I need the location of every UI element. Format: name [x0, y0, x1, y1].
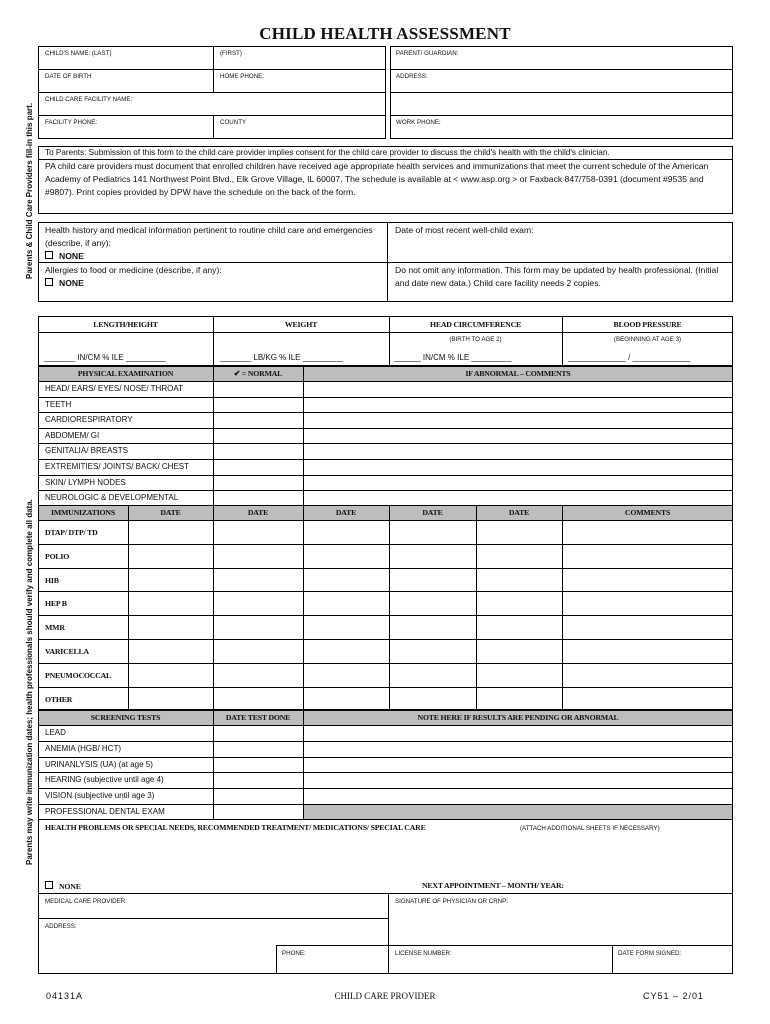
screening-date-cell[interactable] — [214, 741, 303, 757]
exam-comment-cell[interactable] — [304, 459, 732, 475]
immunization-date-cell[interactable] — [214, 664, 303, 687]
exam-item: TEETH — [45, 399, 72, 409]
screening-note-header: NOTE HERE IF RESULTS ARE PENDING OR ABNORMAL — [417, 713, 619, 722]
exam-comment-cell[interactable] — [304, 428, 732, 444]
row-divider — [38, 757, 733, 758]
immunizations-header: IMMUNIZATIONS — [51, 508, 115, 517]
row-divider — [38, 725, 733, 726]
allergies-label: Allergies to food or medicine (describe, if any): — [45, 265, 222, 275]
comments-header: COMMENTS — [624, 508, 671, 517]
exam-item: EXTREMITIES/ JOINTS/ BACK/ CHEST — [45, 462, 190, 471]
checkbox-icon — [45, 881, 53, 889]
immunization-date-cell[interactable] — [129, 592, 213, 615]
screening-header: SCREENING TESTS — [90, 713, 161, 722]
exam-comment-cell[interactable] — [304, 475, 732, 491]
date-header: DATE — [335, 508, 357, 517]
immunization-date-cell[interactable] — [129, 569, 213, 592]
immunization-date-cell[interactable] — [304, 688, 389, 711]
immunization-name: OTHER — [45, 694, 73, 704]
allergies-none[interactable]: NONE — [45, 278, 84, 288]
exam-item: HEAD/ EARS/ EYES/ NOSE/ THROAT — [45, 384, 183, 393]
length-entry[interactable]: _______ IN/CM % ILE _________ — [44, 353, 166, 362]
normal-header: ✔ = NORMAL — [233, 369, 283, 378]
facility-name-label: CHILD CARE FACILITY NAME: — [45, 96, 133, 103]
screening-date-cell[interactable] — [214, 757, 303, 773]
provider-address-label: ADDRESS: — [45, 923, 77, 930]
row-divider — [38, 804, 733, 805]
immunization-date-cell[interactable] — [304, 640, 389, 663]
immunization-name: HIB — [45, 575, 59, 585]
immunization-name: MMR — [45, 623, 65, 633]
exam-item: ABDOMEM/ GI — [45, 430, 100, 440]
exam-item: NEUROLOGIC & DEVELOPMENTAL — [45, 493, 179, 503]
screening-item: LEAD — [45, 728, 66, 737]
address-label: ADDRESS: — [396, 73, 428, 80]
page-title: CHILD HEALTH ASSESSMENT — [259, 24, 511, 43]
county-label: COUNTY — [220, 119, 247, 126]
immunization-date-cell[interactable] — [390, 569, 476, 592]
immunization-date-cell[interactable] — [477, 592, 562, 615]
immunization-date-cell[interactable] — [390, 592, 476, 615]
screening-item: ANEMIA (HGB/ HCT) — [45, 743, 122, 753]
head-age-note: (BIRTH TO AGE 2) — [449, 336, 502, 343]
bp-header: BLOOD PRESSURE — [613, 320, 682, 329]
immunization-date-cell[interactable] — [390, 521, 476, 544]
immunization-date-cell[interactable] — [477, 640, 562, 663]
side-label-bottom: Parents may write immunization dates; health professionals should verify and complete all data. — [25, 499, 34, 865]
footer-center: CHILD CARE PROVIDER — [334, 991, 436, 1001]
immunization-date-cell[interactable] — [214, 592, 303, 615]
immunization-date-cell[interactable] — [390, 616, 476, 639]
weight-entry[interactable]: _______ LB/KG % ILE _________ — [220, 353, 343, 362]
problems-label: HEALTH PROBLEMS OR SPECIAL NEEDS, RECOMMENDED TREATMENT/ MEDICATIONS/ SPECIAL CARE — [45, 823, 426, 832]
row-divider — [38, 788, 733, 789]
immunization-date-cell[interactable] — [304, 664, 389, 687]
head-header: HEAD CIRCUMFERENCE — [429, 320, 522, 329]
immunization-date-cell[interactable] — [129, 664, 213, 687]
form-version: CY51 – 2/01 — [643, 991, 705, 1001]
checkbox-icon — [45, 278, 53, 286]
screening-date-cell[interactable] — [214, 788, 303, 804]
immunization-date-cell[interactable] — [390, 640, 476, 663]
history-label: Health history and medical information pertinent to routine child care and emergencies (describe, if any): — [45, 225, 373, 248]
provider-box — [38, 893, 733, 974]
instructions-text: PA child care providers must document that enrolled children have received age appropriate health services and immunizations that meet the current schedule of the American Academy of Pediatrics 141 Northwest Point Blvd., Elk Grove Village, IL 60007. The schedule is available at < www.asp.org > or Faxback 847/758-0391 (document #9535 and #9807). Print copies provided by DPW have the schedule on the back of the form. — [45, 161, 709, 197]
exam-item: SKIN/ LYMPH NODES — [45, 477, 126, 487]
row-divider — [38, 772, 733, 773]
date-signed-label: DATE FORM SIGNED: — [618, 950, 682, 957]
child-name-label: CHILD'S NAME: (LAST) — [45, 50, 112, 57]
provider-phone-label: PHONE: — [282, 950, 306, 957]
immunization-date-cell[interactable] — [477, 688, 562, 711]
immunization-date-cell[interactable] — [214, 521, 303, 544]
medical-provider-label: MEDICAL CARE PROVIDER: — [45, 898, 127, 905]
exam-normal-cell[interactable] — [213, 397, 304, 413]
exam-item: GENITALIA/ BREASTS — [45, 446, 128, 456]
license-label: LICENSE NUMBER: — [395, 950, 452, 957]
exam-comment-cell[interactable] — [304, 443, 732, 459]
immunization-name: VARICELLA — [45, 647, 89, 656]
immunization-date-cell[interactable] — [304, 616, 389, 639]
next-appointment-label: NEXT APPOINTMENT – MONTH/ YEAR: — [422, 881, 564, 890]
exam-comment-cell[interactable] — [304, 490, 732, 506]
immunization-date-cell[interactable] — [129, 521, 213, 544]
first-name-label: (FIRST) — [220, 50, 242, 57]
exam-item: CARDIORESPIRATORY — [45, 415, 133, 425]
immunization-date-cell[interactable] — [304, 521, 389, 544]
exam-normal-cell[interactable] — [213, 428, 304, 444]
exam-normal-cell[interactable] — [213, 490, 304, 506]
exam-header: PHYSICAL EXAMINATION — [77, 369, 174, 378]
head-entry[interactable]: ______ IN/CM % ILE _________ — [394, 353, 512, 362]
work-phone-cell[interactable] — [390, 115, 733, 139]
date-test-done-header: DATE TEST DONE — [225, 713, 291, 722]
exam-normal-cell[interactable] — [213, 459, 304, 475]
immunization-name: POLIO — [45, 551, 70, 561]
exam-normal-cell[interactable] — [213, 412, 304, 428]
signature-label: SIGNATURE OF PHYSICIAN OR CRNP: — [395, 898, 508, 905]
immunization-date-cell[interactable] — [304, 569, 389, 592]
attach-note: (ATTACH ADDITIONAL SHEETS IF NECESSARY) — [520, 825, 660, 832]
screening-item: PROFESSIONAL DENTAL EXAM — [45, 807, 165, 816]
exam-normal-cell[interactable] — [213, 381, 304, 397]
immunization-date-cell[interactable] — [129, 616, 213, 639]
immunization-date-cell[interactable] — [477, 616, 562, 639]
immunization-date-cell[interactable] — [214, 640, 303, 663]
dob-label: DATE OF BIRTH — [45, 73, 92, 80]
checkbox-icon — [45, 251, 53, 259]
immunization-date-cell[interactable] — [129, 545, 213, 568]
immunization-date-cell[interactable] — [477, 545, 562, 568]
wellchild-label: Date of most recent well-child exam: — [395, 225, 534, 235]
facility-phone-label: FACILITY PHONE: — [45, 119, 98, 126]
immunization-date-cell[interactable] — [477, 664, 562, 687]
abnormal-header: IF ABNORMAL – COMMENTS — [465, 369, 571, 378]
work-phone-label: WORK PHONE: — [396, 119, 441, 126]
screening-item: HEARING (subjective until age 4) — [45, 775, 164, 785]
immunization-name: PNEUMOCOCCAL — [45, 670, 112, 680]
exam-normal-cell[interactable] — [213, 443, 304, 459]
screening-date-cell[interactable] — [214, 725, 303, 741]
immunization-date-cell[interactable] — [390, 664, 476, 687]
bp-age-note: (BEGINNING AT AGE 3) — [613, 336, 682, 343]
parent-guardian-label: PARENT/ GUARDIAN: — [396, 50, 459, 57]
immunization-date-cell[interactable] — [477, 569, 562, 592]
row-divider — [38, 741, 733, 742]
date-header: DATE — [160, 508, 181, 517]
form-code: 04131A — [46, 991, 84, 1001]
immunization-name: HEP B — [45, 599, 67, 609]
immunization-date-cell[interactable] — [390, 545, 476, 568]
screening-date-cell[interactable] — [214, 804, 303, 820]
exam-comment-cell[interactable] — [304, 412, 732, 428]
exam-comment-cell[interactable] — [304, 381, 732, 397]
consent-notice: To Parents: Submission of this form to the child care provider implies consent for the child care provider to discuss the child's health with the child's clinician. — [45, 148, 610, 157]
immunization-date-cell[interactable] — [304, 545, 389, 568]
weight-header: WEIGHT — [284, 320, 318, 329]
exam-comment-cell[interactable] — [304, 397, 732, 413]
immunization-date-cell[interactable] — [214, 569, 303, 592]
home-phone-label: HOME PHONE: — [220, 73, 265, 80]
problems-none[interactable]: NONE — [45, 881, 81, 891]
immunization-date-cell[interactable] — [214, 616, 303, 639]
screening-date-cell[interactable] — [214, 772, 303, 788]
date-header: DATE — [508, 508, 530, 517]
immunization-date-cell[interactable] — [304, 592, 389, 615]
date-header: DATE — [422, 508, 443, 517]
bp-entry[interactable]: _____________ / _____________ — [568, 353, 691, 362]
history-none[interactable]: NONE — [45, 251, 84, 261]
omit-note: Do not omit any information. This form may be updated by health professional. (Initial and date new data.) Child care facility needs 2 copies. — [395, 265, 719, 288]
column-divider — [562, 505, 563, 710]
screening-item: VISION (subjective until age 3) — [45, 791, 155, 801]
immunization-name: DTAP/ DTP/ TD — [45, 528, 98, 537]
immunization-date-cell[interactable] — [390, 688, 476, 711]
screening-item: URINANLYSIS (UA) (at age 5) — [45, 759, 153, 769]
date-header: DATE — [247, 508, 269, 517]
length-header: LENGTH/HEIGHT — [93, 320, 158, 329]
immunization-date-cell[interactable] — [214, 545, 303, 568]
immunization-date-cell[interactable] — [129, 688, 213, 711]
immunization-date-cell[interactable] — [129, 640, 213, 663]
immunization-date-cell[interactable] — [477, 521, 562, 544]
exam-normal-cell[interactable] — [213, 475, 304, 491]
side-label-top: Parents & Child Care Providers fill-in this part. — [25, 102, 34, 279]
immunization-date-cell[interactable] — [214, 688, 303, 711]
